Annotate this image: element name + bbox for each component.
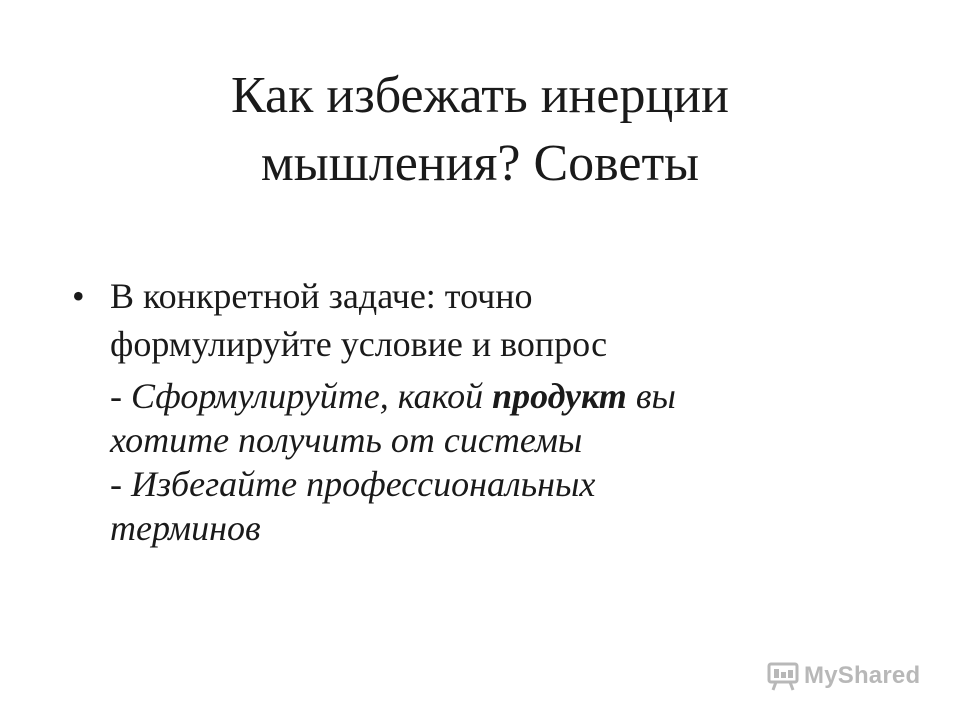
bullet-marker: • (72, 276, 85, 316)
sub-line-2: хотите получить от системы (110, 420, 583, 460)
sub-line-1-prefix: - Сформулируйте, какой (110, 376, 493, 416)
sub-line-4: терминов (110, 508, 261, 548)
sub-line-1-bold: продукт (492, 376, 627, 416)
watermark-text: MyShared (804, 662, 921, 689)
watermark (766, 656, 926, 696)
bullet-line-1: В конкретной задаче: точно (110, 276, 533, 316)
sub-line-3: - Избегайте профессиональных (110, 464, 596, 504)
bullet-text (110, 272, 872, 368)
slide-title (60, 62, 900, 198)
bullet-item (72, 272, 872, 368)
sub-line-1 (110, 374, 872, 418)
bullet-list (72, 272, 872, 550)
presentation-board-icon (766, 659, 800, 693)
title-line-1: Как избежать инерции (231, 67, 729, 124)
title-line-2: мышления? Советы (260, 135, 700, 192)
sub-line-1-suffix: вы (626, 376, 676, 416)
bullet-line-2: формулируйте условие и вопрос (110, 324, 608, 364)
sub-points (72, 374, 872, 550)
